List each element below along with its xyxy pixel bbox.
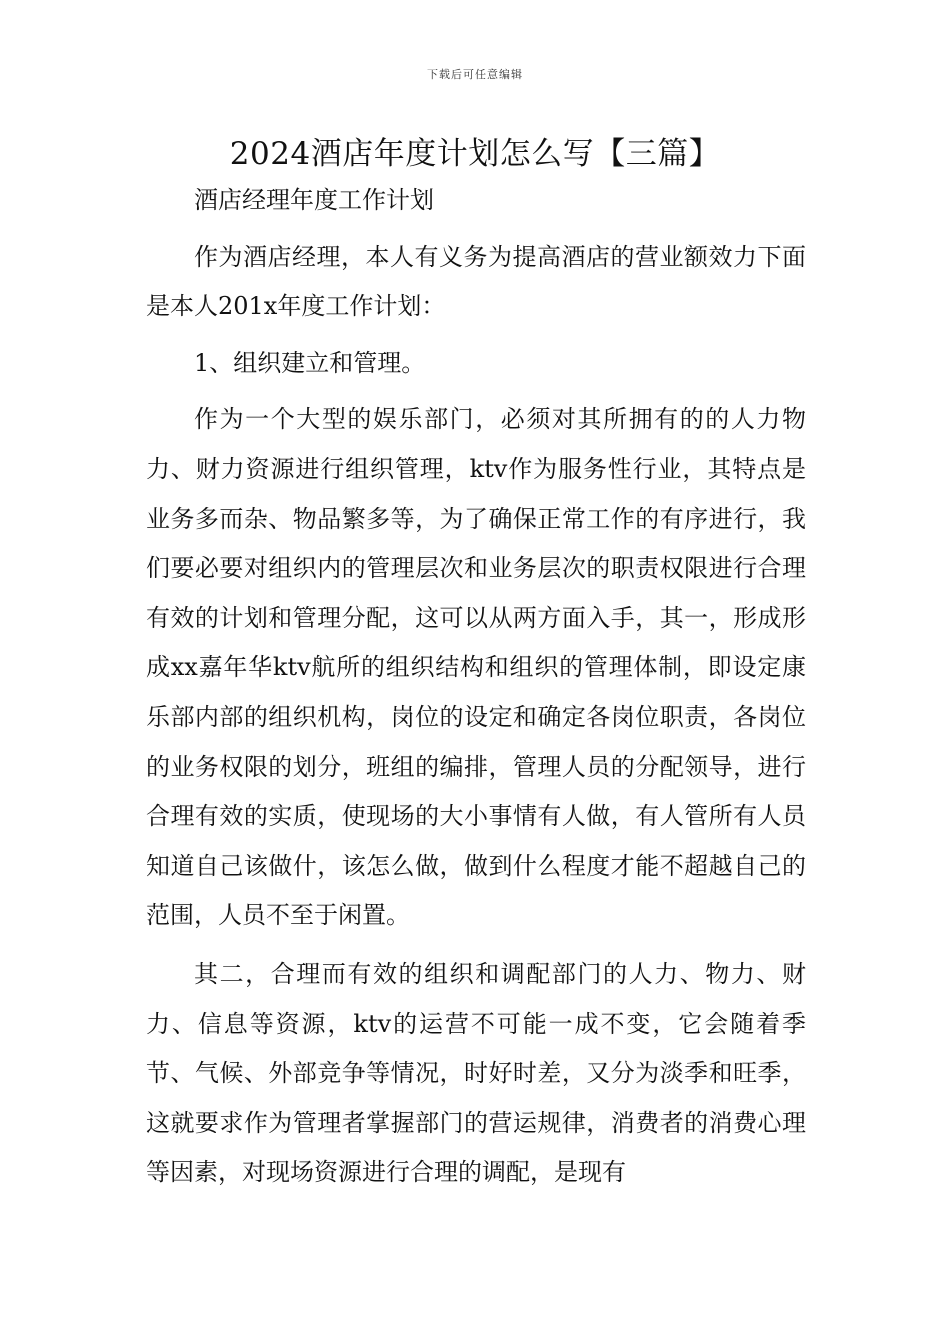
section-heading: 酒店经理年度工作计划	[194, 186, 434, 214]
document-body	[146, 176, 806, 1198]
body-paragraph-2: 其二，合理而有效的组织和调配部门的人力、物力、财力、信息等资源，ktv的运营不可能一成不变，它会随着季节、气候、外部竞争等情况，时好时差，又分为淡季和旺季，这就要求作为管理者掌握部门的营运规律，消费者的消费心理等因素，对现场资源进行合理的调配，是现有	[146, 959, 806, 1187]
body-paragraph-1: 作为一个大型的娱乐部门，必须对其所拥有的的人力物力、财力资源进行组织管理，ktv作为服务性行业，其特点是业务多而杂、物品繁多等，为了确保正常工作的有序进行，我们要必要对组织内的管理层次和业务层次的职责权限进行合理有效的计划和管理分配，这可以从两方面入手，其一，形成形成xx嘉年华ktv航所的组织结构和组织的管理体制，即设定康乐部内部的组织机构，岗位的设定和确定各岗位职责，各岗位的业务权限的划分，班组的编排，管理人员的分配领导，进行合理有效的实质，使现场的大小事情有人做，有人管所有人员知道自己该做什，该怎么做，做到什么程度才能不超越自己的范围，人员不至于闲置。	[146, 405, 806, 930]
header-note: 下载后可任意编辑	[427, 68, 523, 81]
document-title: 2024酒店年度计划怎么写【三篇】	[229, 136, 721, 172]
item-heading: 1、组织建立和管理。	[194, 348, 426, 377]
intro-paragraph: 作为酒店经理，本人有义务为提高酒店的营业额效力下面是本人201x年度工作计划：	[146, 242, 806, 321]
